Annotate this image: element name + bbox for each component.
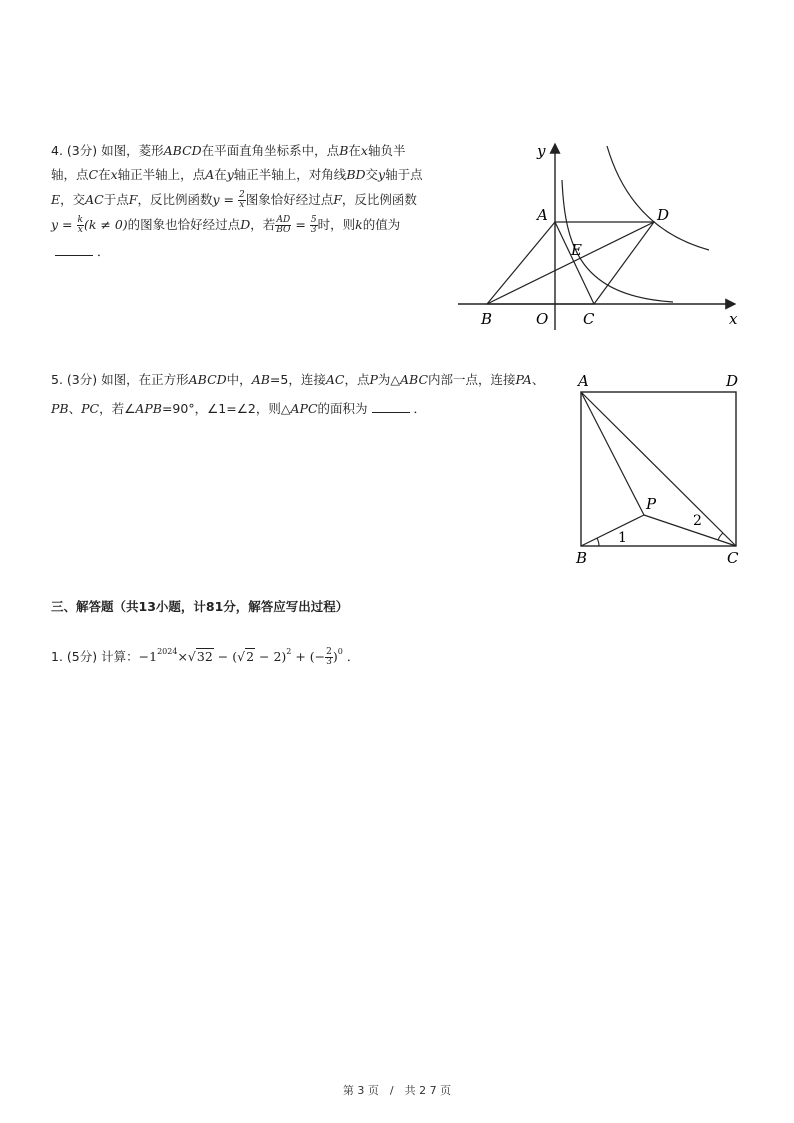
label-e: E (571, 241, 582, 259)
fraction-ad-over-bo: $\frac{AD}{BO}$ (276, 215, 291, 235)
q5-score: (3分) (66, 372, 98, 387)
q4-answer-line: ． (55, 240, 110, 264)
answer-blank[interactable] (372, 400, 410, 413)
answer-blank[interactable] (55, 243, 93, 256)
q4-line3: E，交AC于点F，反比例函数y = $\frac{2}{x}$ 图象恰好经过点F，反比例函数 (51, 190, 417, 210)
label-y: y (537, 142, 546, 160)
label-angle-1: 1 (618, 530, 627, 546)
line-ac (555, 222, 594, 304)
label-a: A (537, 206, 548, 224)
label-a: A (578, 372, 589, 390)
label-d: D (657, 206, 670, 224)
label-x: x (729, 310, 738, 328)
label-c: C (727, 549, 739, 567)
line-pb (581, 515, 644, 546)
q4-figure (455, 138, 745, 333)
q5-line2: PB、PC，若∠APB=90°，∠1=∠2，则△APC的面积为 ． (51, 401, 427, 416)
q4-line4: y = $\frac{k}{x}$ (k ≠ 0)的图象也恰好经过点D，若 $\frac{AD}{BO}$ = $\frac{5}{3}$ 时，则k的值为 (51, 215, 401, 235)
q4-line2: 轴，点C在x轴正半轴上，点A在y轴正半轴上，对角线BD交y轴于点 (51, 167, 423, 182)
angle-1-arc (597, 538, 599, 546)
q5-figure (572, 366, 752, 568)
q5-number: 5. (51, 372, 63, 387)
q1-line: 1. (5分) 计算：$-1^{2024}\times√32 - (√2 - 2)^2$ + (− $\frac{2}{3}$ )$^0$ ． (51, 647, 360, 667)
label-angle-2: 2 (693, 513, 702, 529)
label-o: O (536, 310, 549, 328)
page-footer: 第 3 页 / 共 2 7 页 (342, 1084, 452, 1097)
q1-score: (5分) (66, 649, 98, 664)
section-heading: 三、解答题（共13小题，计81分，解答应写出过程） (51, 599, 349, 614)
q4-score: (3分) (66, 143, 98, 158)
fraction-5-over-3: $\frac{5}{3}$ (310, 215, 317, 235)
fraction-2-over-x: $\frac{2}{x}$ (238, 190, 245, 210)
q5-line1: 5. (3分) 如图，在正方形ABCD中，AB=5，连接AC，点P为△ABC内部一点，连接PA、 (51, 372, 545, 387)
label-p: P (646, 495, 657, 513)
label-c: C (583, 310, 595, 328)
angle-2-arc (718, 533, 723, 540)
fraction-k-over-x: $\frac{k}{x}$ (77, 215, 83, 235)
fraction-2-over-3: $\frac{2}{3}$ (326, 647, 332, 667)
label-b: B (481, 310, 493, 328)
line-bd (487, 222, 654, 304)
q1-number: 1. (51, 649, 63, 664)
label-d: D (726, 372, 739, 390)
q4-line1: 4. (3分) 如图，菱形ABCD在平面直角坐标系中，点B在x轴负半 (51, 143, 406, 158)
q4-number: 4. (51, 143, 63, 158)
line-pa (581, 392, 644, 515)
line-pc (644, 515, 736, 546)
label-b: B (576, 549, 588, 567)
line-ac (581, 392, 736, 546)
curve-k-over-x (607, 146, 709, 250)
